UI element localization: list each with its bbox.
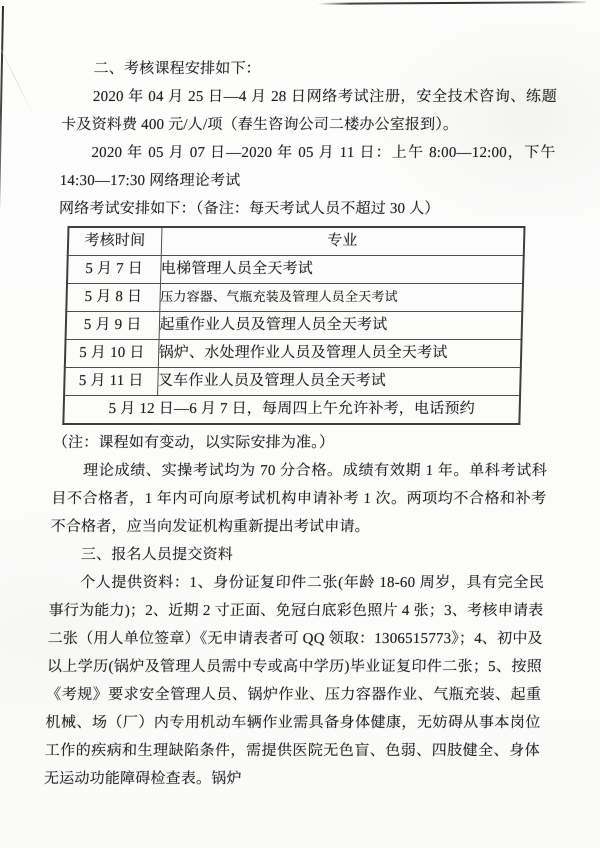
exam-specialty-cell: 叉车作业人员及管理人员全天考试 — [157, 368, 521, 396]
column-header-exam-time: 考核时间 — [68, 227, 162, 256]
passing-score-paragraph: 理论成绩、实操考试均为 70 分合格。成绩有效期 1 年。单科考试科目不合格者，1 年内可向原考试机构申请补考 1 次。两项均不合格和补考不合格者，应当向发证机构重新提出考试申请。 — [50, 463, 548, 535]
exam-date-cell: 5 月 8 日 — [66, 284, 160, 312]
exam-date-cell: 5 月 11 日 — [64, 368, 158, 396]
makeup-exam-cell: 5 月 12 日—6 月 7 日，每周四上午允许补考，电话预约 — [63, 396, 520, 425]
application-materials-paragraph: 个人提供资料：1、身份证复印件二张(年龄 18-60 周岁，具有完全民事行为能力)；2、近期 2 寸正面、免冠白底彩色照片 4 张；3、考核申请表二张（用人单位签章）《无申请表者可 QQ 领取：1306515773》；4、初中及以上学历(锅炉及管理人员需中专或高中学历)毕业证复印件二张；5、按照《考规》要求安全管理人员、锅炉作业、压力容器作业、气瓶充装、起重机械、场（厂）内专用机动车辆作业需具备身体健康，无妨碍从事本岗位工作的疾病和生理缺陷条件，需提供医院无色盲、色弱、四肢健全、身体无运动功能障碍检查表。锅炉 — [43, 575, 545, 787]
table-row — [65, 340, 522, 368]
theory-exam-time-paragraph: 2020 年 05 月 07 日—2020 年 05 月 11 日：上午 8:00—12:00，下午 14:30—17:30 网络理论考试 — [59, 145, 556, 189]
exam-specialty-cell: 锅炉、水处理作业人员及管理人员全天考试 — [158, 340, 522, 368]
table-header-row — [68, 227, 525, 256]
exam-date-cell: 5 月 7 日 — [67, 256, 161, 284]
scan-artifact-top-edge-line — [318, 1, 586, 5]
exam-specialty-cell: 起重作业人员及管理人员全天考试 — [159, 312, 523, 340]
section-2-heading: 二、考核课程安排如下： — [93, 61, 262, 77]
registration-fee-paragraph: 2020 年 04 月 25 日—4 月 28 日网络考试注册，安全技术咨询、练题卡及资料费 400 元/人/项（春生咨询公司二楼办公室报到）。 — [60, 89, 558, 133]
document-content — [0, 55, 600, 793]
exam-date-cell: 5 月 9 日 — [66, 312, 160, 340]
exam-schedule-table — [62, 226, 525, 425]
exam-date-cell: 5 月 10 日 — [65, 340, 159, 368]
table-row — [66, 284, 523, 312]
table-row — [66, 312, 523, 340]
exam-specialty-cell: 压力容器、气瓶充装及管理人员全天考试 — [159, 284, 523, 312]
table-row — [64, 368, 521, 396]
table-makeup-exam-row — [63, 396, 520, 425]
schedule-change-note: （注：课程如有变动，以实际安排为准。） — [52, 435, 335, 451]
table-row — [67, 256, 524, 284]
column-header-specialty: 专业 — [161, 227, 525, 256]
exam-table-intro: 网络考试安排如下：（备注：每天考试人员不超过 30 人） — [58, 201, 440, 217]
section-3-heading: 三、报名人员提交资料 — [80, 547, 234, 563]
exam-specialty-cell: 电梯管理人员全天考试 — [160, 256, 524, 284]
